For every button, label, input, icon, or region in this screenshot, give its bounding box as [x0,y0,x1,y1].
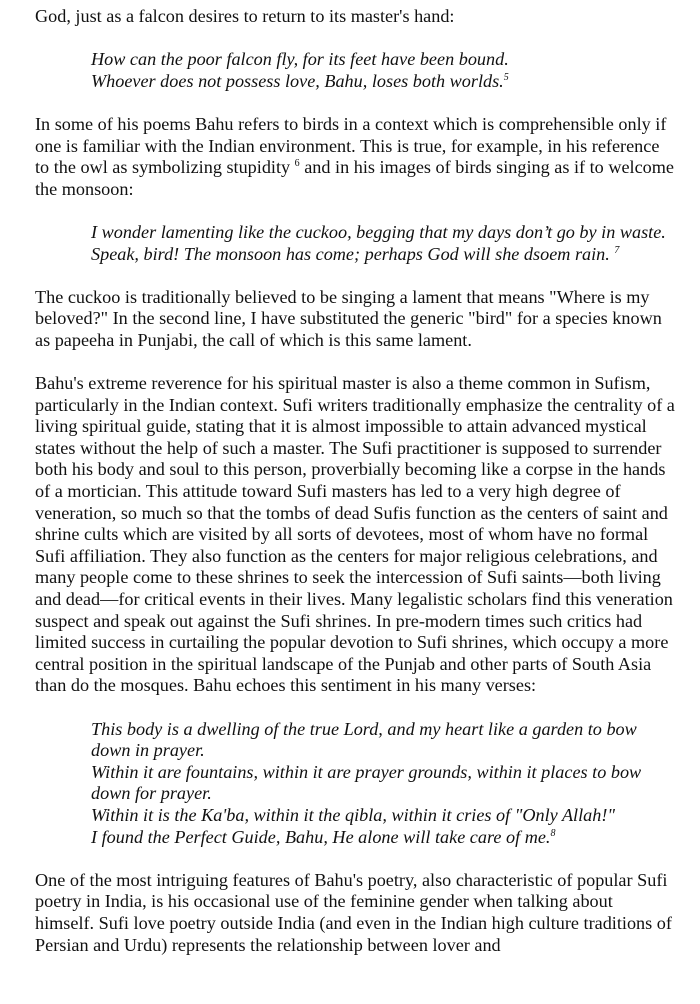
footnote-marker[interactable]: 6 [294,158,300,170]
verse-line: This body is a dwelling of the true Lord, and my heart like a garden to bow down in prayer. [91,718,637,761]
opening-line: God, just as a falcon desires to return to its master's hand: [35,6,455,26]
footnote-marker[interactable]: 5 [503,71,509,83]
verse-line [91,244,675,266]
footnote-marker[interactable]: 7 [614,244,620,256]
verse-line: I wonder lamenting like the cuckoo, begging that my days don’t go by in waste. [91,221,666,242]
verse-line [91,71,675,93]
paragraph-birds [35,114,675,200]
verse-line-text: Whoever does not possess love, Bahu, loses both worlds. [91,70,504,91]
verse-line-text: I found the Perfect Guide, Bahu, He alone will take care of me. [91,826,551,847]
paragraph-reverence: Bahu's extreme reverence for his spiritual master is also a theme common in Sufism, particularly in the Indian context. Sufi writers traditionally emphasize the centrality of a living spiritual guide, stating that it is almost impossible to attain advanced mystical states without the help of such a master. The Sufi practitioner is supposed to surrender both his body and soul to this person, proverbially becoming like a corpse in the hands of a mortician. This attitude toward Sufi masters has led to a very high degree of veneration, so much so that the tombs of dead Sufis function as the centers of saint and shrine cults which are visited by all sorts of devotees, most of whom have no formal Sufi affiliation. They also function as the centers for major religious celebrations, and many people come to these shrines to seek the intercession of Sufi saints—both living and dead—for critical events in their lives. Many legalistic scholars find this veneration suspect and speak out against the Sufi shrines. In pre-modern times such critics had limited success in curtailing the popular devotion to Sufi shrines, which occupy a more central position in the spiritual landscape of the Punjab and other parts of South Asia than do the mosques. Bahu echoes this sentiment in his many verses: [35,373,675,696]
verse-line: How can the poor falcon fly, for its feet have been bound. [91,49,509,70]
document-page [35,6,675,978]
paragraph-text: In some of his poems Bahu refers to birds in a context which is comprehensible only if one is familiar with the Indian environment. This is true, for example, in his reference to the owl as symbolizing stupidity [35,113,667,178]
verse-line-text: Speak, bird! The monsoon has come; perhaps God will she dsoem rain. [91,243,615,264]
verse-line: Within it are fountains, within it are prayer grounds, within it places to bow down for prayer. [91,761,642,804]
paragraph-feminine: One of the most intriguing features of Bahu's poetry, also characteristic of popular Sufi poetry in India, is his occasional use of the feminine gender when talking about himself. Sufi love poetry outside India (and even in the Indian high culture traditions of Persian and Urdu) represents the relationship between lover and [35,869,672,955]
paragraph-cuckoo: The cuckoo is traditionally believed to be singing a lament that means "Where is my beloved?" In the second line, I have substituted the generic "bird" for a species known as papeeha in Punjabi, the call of which is this same lament. [35,286,662,350]
footnote-marker[interactable]: 8 [550,827,556,839]
verse-body-dwelling [91,719,675,849]
verse-line: Within it is the Ka'ba, within it the qibla, within it cries of "Only Allah!" [91,804,616,825]
verse-falcon [91,49,675,92]
verse-cuckoo [91,222,675,265]
verse-line [91,827,675,849]
paragraph-text: and in his images of birds singing as if to welcome the monsoon: [35,157,674,199]
